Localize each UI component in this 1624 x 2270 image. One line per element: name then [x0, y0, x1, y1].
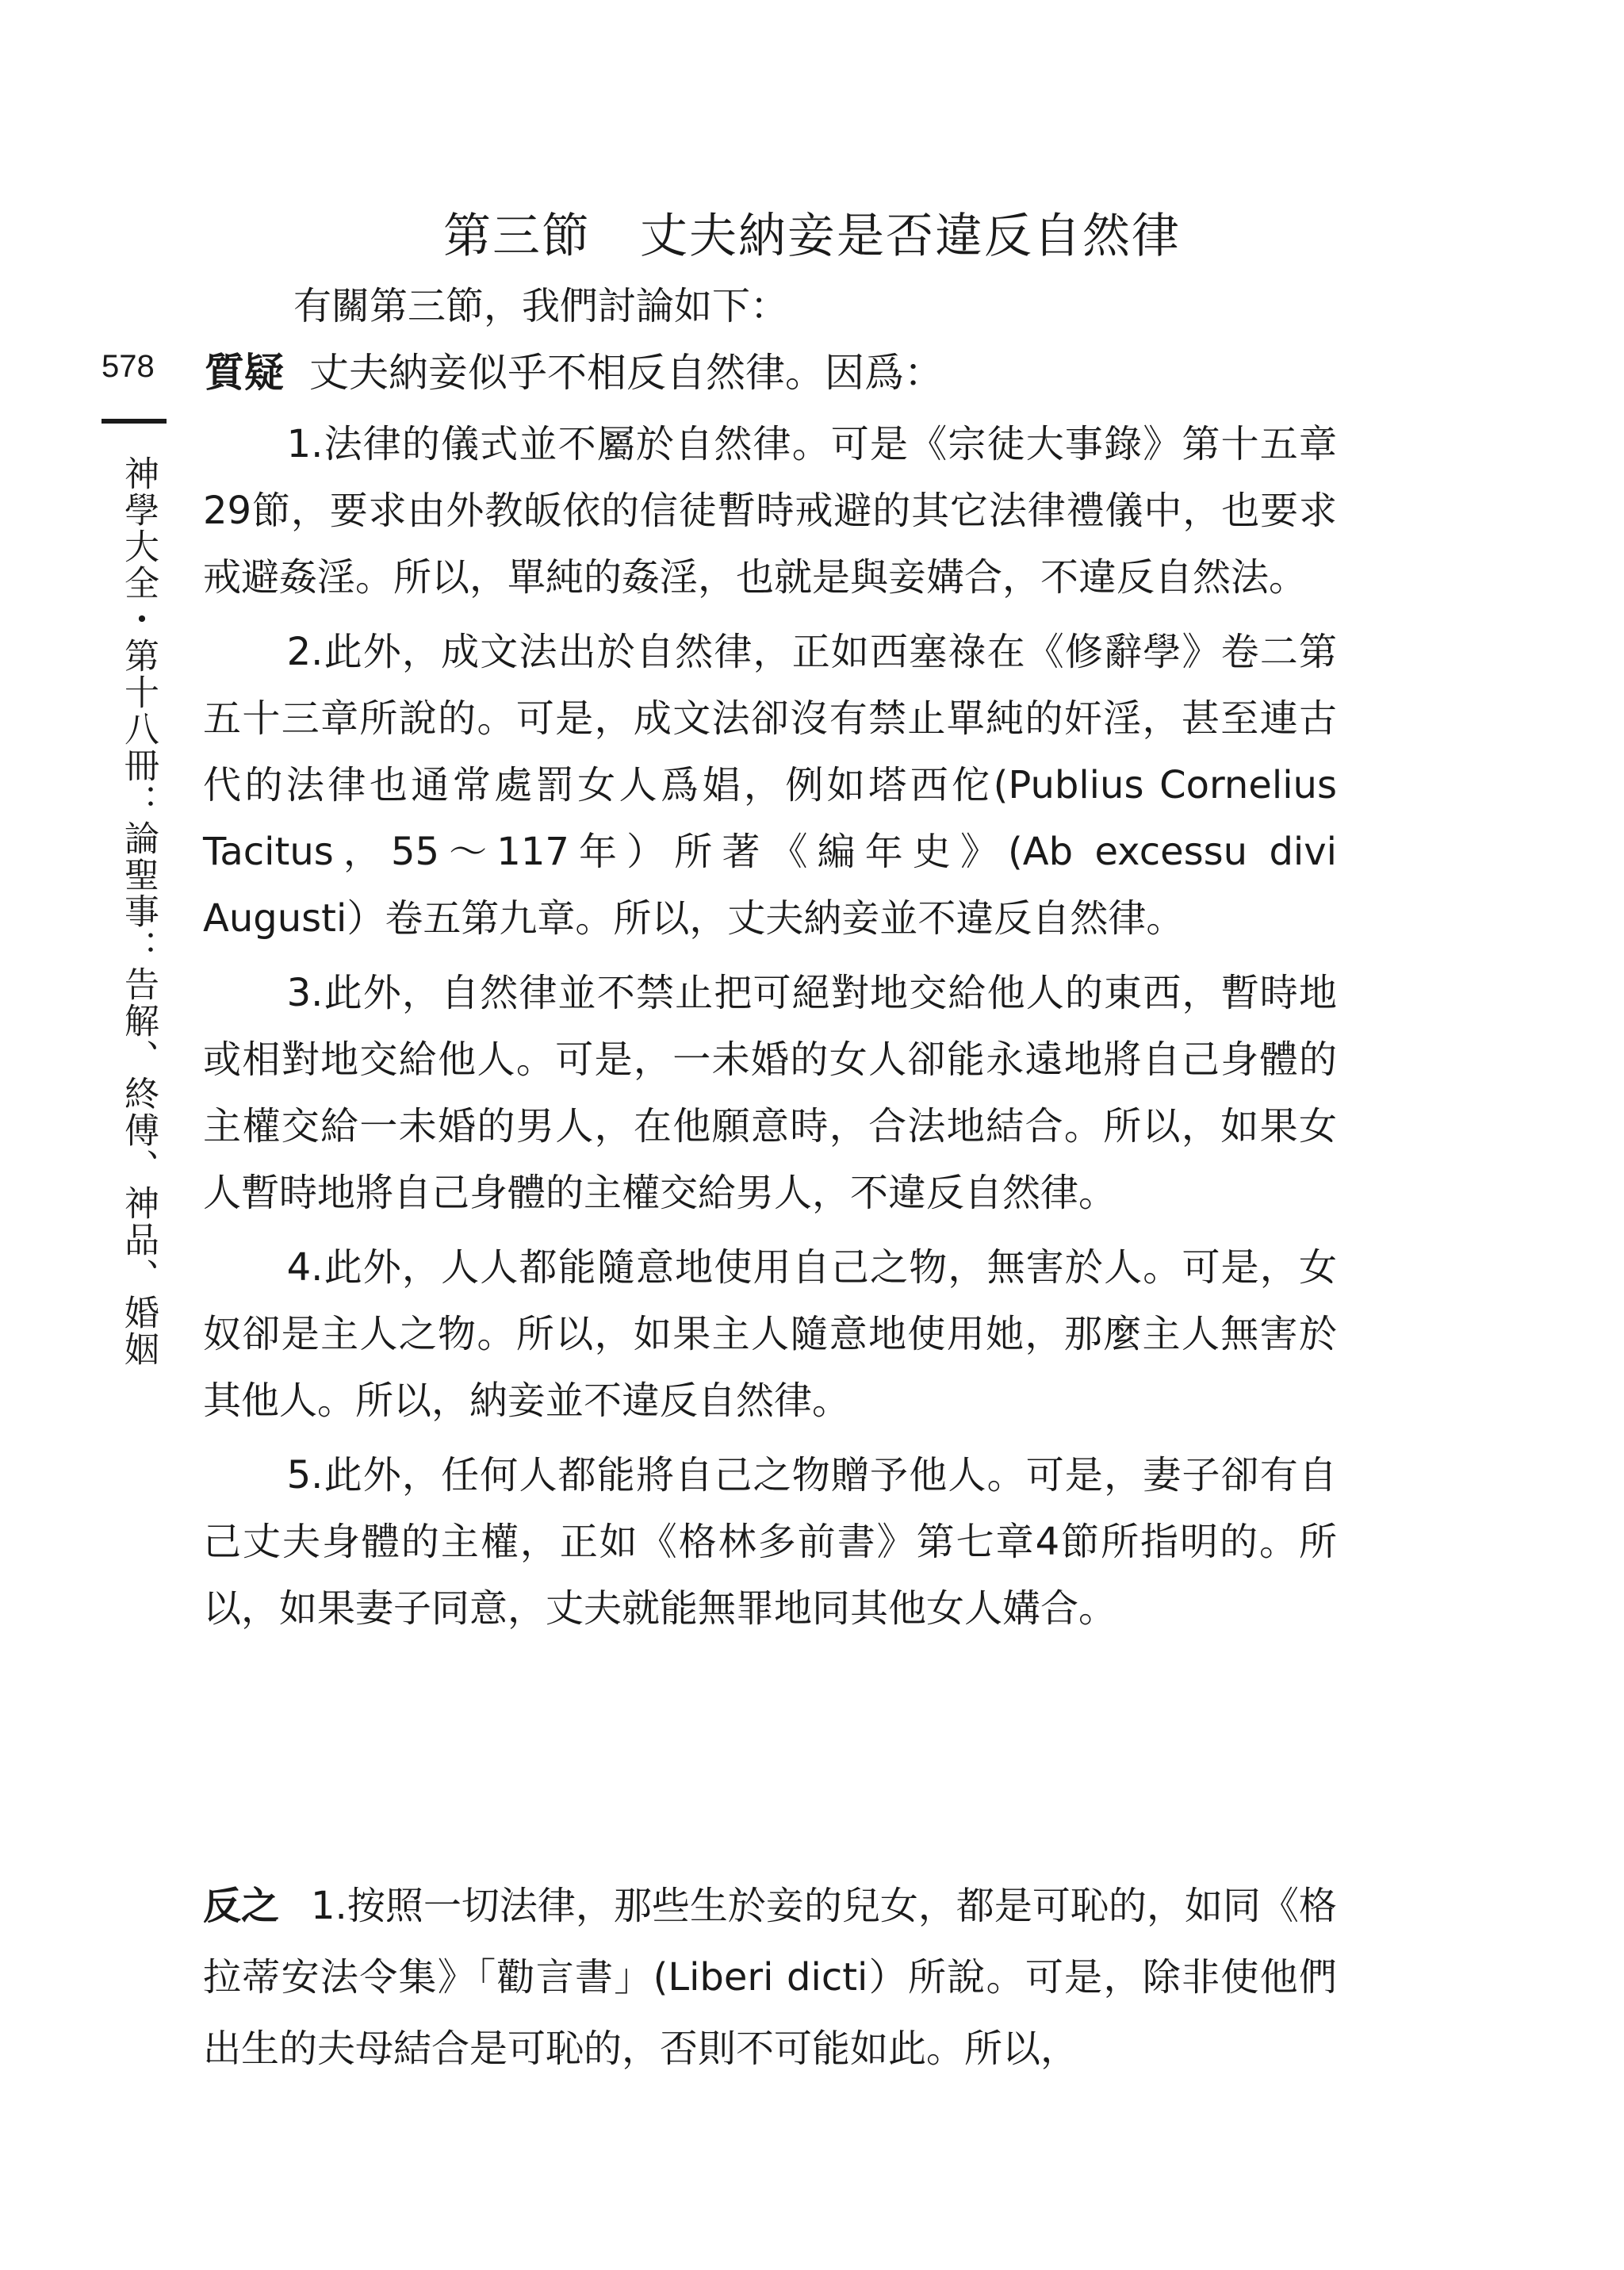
objection-intro: 丈夫納妾似乎不相反自然律。因爲： — [309, 350, 944, 396]
objection-paragraph-1: 1.法律的儀式並不屬於自然律。可是《宗徒大事錄》第十五章29節，要求由外教皈依的信徒暫時戒避的其它法律禮儀中，也要求戒避姦淫。所以，單純的姦淫，也就是與妾媾合，不違反自然法。 — [203, 422, 1337, 600]
sed-contra-label: 反之 — [203, 1884, 280, 1928]
objection-paragraph-2: 2.此外，成文法出於自然律，正如西塞祿在《修辭學》卷二第五十三章所說的。可是，成文法卻沒有禁止單純的奸淫，甚至連古代的法律也通常處罰女人爲娼，例如塔西佗(Publius Cornelius Tacitus，55～117年）所著《編年史》(Ab excessu divi Augusti）卷五第九章。所以，丈夫納妾並不違反自然律。 — [203, 630, 1337, 941]
page-number-rule — [102, 419, 167, 424]
objection-label: 質疑 — [205, 350, 284, 396]
intro-text: 有關第三節，我們討論如下： — [293, 284, 789, 328]
objection-paragraph-4: 4.此外，人人都能隨意地使用自己之物，無害於人。可是，女奴卻是主人之物。所以，如果主人隨意地使用她，那麼主人無害於其他人。所以，納妾並不違反自然律。 — [203, 1245, 1337, 1423]
objection-paragraph-5: 5.此外，任何人都能將自己之物贈予他人。可是，妻子卻有自己丈夫身體的主權，正如《格林多前書》第七章4節所指明的。所以，如果妻子同意，丈夫就能無罪地同其他女人媾合。 — [203, 1453, 1337, 1631]
page-number: 578 — [102, 349, 155, 384]
section-title: 第三節 丈夫納妾是否違反自然律 — [443, 209, 1181, 264]
sed-contra — [203, 1870, 1337, 2084]
objection-paragraph-3: 3.此外，自然律並不禁止把可絕對地交給他人的東西，暫時地或相對地交給他人。可是，一未婚的女人卻能永遠地將自己身體的主權交給一未婚的男人，在他願意時，合法地結合。所以，如果女人暫時地將自己身體的主權交給男人，不違反自然律。 — [203, 971, 1337, 1215]
objection-heading — [205, 346, 944, 400]
objections-body — [203, 411, 1337, 1650]
running-head: 神學大全・第十八冊：論聖事：告解、終傅、神品、婚姻 — [118, 455, 159, 1367]
sed-contra-text: 1.按照一切法律，那些生於妾的兒女，都是可恥的，如同《格拉蒂安法令集》「勸言書」(Liberi dicti）所說。可是，除非使他們出生的夫母結合是可恥的，否則不可能如此。所以， — [203, 1884, 1337, 2071]
